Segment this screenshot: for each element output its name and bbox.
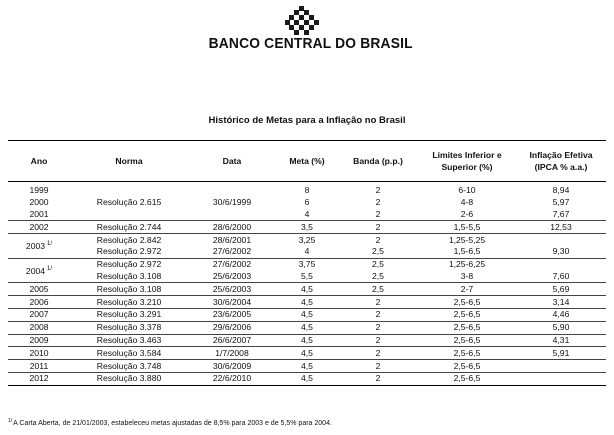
cell-meta: 3,75 [298,259,316,270]
cell-limites: 2,5-6,5 [418,321,516,334]
cell-inflacao: 5,69 [516,283,606,296]
cell-data: 27/6/2002 [212,259,252,270]
table-row [8,308,606,321]
cell-ano: 1999 [29,185,49,196]
inflation-targets-table [8,140,606,386]
cell-inflacao [516,360,606,373]
cell-inflacao: 4,46 [516,308,606,321]
cell-norma: Resolução 2.744 [70,221,188,234]
table-row [8,283,606,296]
cell-limites: 2-7 [418,283,516,296]
cell-data: 22/6/2010 [188,372,276,385]
cell-norma [70,182,188,197]
cell-ano: 2009 [8,334,70,347]
cell-banda: 2,5 [338,271,418,283]
cell-banda: 2 [375,185,381,196]
cell-ano: 2007 [8,308,70,321]
cell-data: 28/6/2001 [212,234,252,245]
cell-limites: 4-8 [460,197,474,208]
cell-ano: 2008 [8,321,70,334]
cell-limites: 1,25-6,25 [448,259,486,270]
cell-inflacao [516,234,606,246]
cell-ano: 2010 [8,347,70,360]
table-row [8,321,606,334]
cell-banda: 2 [338,372,418,385]
cell-meta: 4,5 [276,372,338,385]
table-row [8,258,606,270]
table-row [8,197,606,209]
cell-ano: 2001 [8,209,70,221]
cell-meta: 4,5 [276,283,338,296]
cell-meta: 4,5 [276,296,338,309]
table-row [8,334,606,347]
cell-ano [8,234,70,259]
cell-data: 26/6/2007 [188,334,276,347]
cell-data: 30/6/2009 [188,360,276,373]
cell-inflacao: 3,14 [516,296,606,309]
cell-meta: 8 [304,185,310,196]
cell-limites: 1,5-6,5 [418,246,516,258]
cell-meta: 4 [276,246,338,258]
table-title: Histórico de Metas para a Inflação no Brasil [208,115,406,126]
cell-data: 28/6/2000 [188,221,276,234]
footnote-marker: 1/ [8,418,13,424]
cell-data: 30/6/1999 [212,197,252,208]
cell-banda: 2 [375,197,381,208]
cell-ano: 2002 [8,221,70,234]
cell-ano: 2000 [29,197,49,208]
column-header-inflacao: Inflação Efetiva (IPCA % a.a.) [516,141,606,182]
cell-limites: 2,5-6,5 [418,334,516,347]
cell-meta: 4,5 [276,308,338,321]
table-row [8,271,606,283]
cell-limites: 1,5-5,5 [418,221,516,234]
cell-data: 23/6/2005 [188,308,276,321]
table-row [8,246,606,258]
cell-data [188,209,276,221]
cell-meta: 3,5 [276,221,338,234]
cell-inflacao: 5,97 [552,197,570,208]
cell-limites: 1,25-5,25 [448,234,486,245]
table-row [8,182,606,197]
column-header-banda: Banda (p.p.) [338,141,418,182]
cell-inflacao [516,258,606,270]
cell-meta: 4,5 [276,321,338,334]
footnote [8,418,332,427]
cell-data: 1/7/2008 [188,347,276,360]
table-row [8,360,606,373]
cell-ano: 2005 [8,283,70,296]
cell-limites: 6-10 [458,185,476,196]
footnote-ref: 1/ [47,241,53,248]
cell-norma: Resolução 2.972 [96,259,162,270]
column-header-limites: Limites Inferior e Superior (%) [418,141,516,182]
cell-norma: Resolução 3.210 [70,296,188,309]
table-row [8,209,606,221]
cell-norma [70,209,188,221]
year-label: 2004 [25,266,46,277]
cell-inflacao: 5,90 [516,321,606,334]
cell-meta: 6 [304,197,310,208]
table-row [8,296,606,309]
cell-banda: 2 [338,296,418,309]
table-row [8,372,606,385]
cell-norma: Resolução 3.880 [70,372,188,385]
cell-meta: 4,5 [276,334,338,347]
cell-data [188,182,276,197]
cell-data: 30/6/2004 [188,296,276,309]
cell-meta: 4,5 [276,360,338,373]
cell-banda: 2 [338,321,418,334]
table-header-row [8,141,606,182]
cell-inflacao: 9,30 [516,246,606,258]
cell-banda: 2,5 [338,246,418,258]
cell-ano: 2006 [8,296,70,309]
cell-ano [8,258,70,283]
cell-banda: 2 [338,308,418,321]
column-header-ano: Ano [8,141,70,182]
cell-inflacao: 7,60 [516,271,606,283]
table-row [8,347,606,360]
cell-banda: 2 [375,234,381,245]
footnote-text: A Carta Aberta, de 21/01/2003, estabeleceu metas ajustadas de 8,5% para 2003 e de 5,5% para 2004. [13,420,332,427]
table-row [8,234,606,246]
column-header-data: Data [188,141,276,182]
cell-limites: 3-8 [418,271,516,283]
cell-meta: 4,5 [276,347,338,360]
cell-banda: 2 [338,360,418,373]
cell-norma: Resolução 3.748 [70,360,188,373]
cell-limites: 2,5-6,5 [418,360,516,373]
cell-inflacao [516,372,606,385]
cell-norma: Resolução 3.108 [70,271,188,283]
column-header-meta: Meta (%) [276,141,338,182]
cell-norma: Resolução 2.842 [96,234,162,245]
cell-banda: 2 [338,334,418,347]
cell-limites: 2,5-6,5 [418,347,516,360]
cell-ano: 2011 [8,360,70,373]
cell-norma: Resolução 3.463 [70,334,188,347]
cell-norma: Resolução 2.972 [70,246,188,258]
cell-meta: 5,5 [276,271,338,283]
column-header-norma: Norma [70,141,188,182]
cell-inflacao: 12,53 [516,221,606,234]
cell-limites: 2,5-6,5 [418,308,516,321]
cell-norma: Resolução 3.584 [70,347,188,360]
cell-inflacao: 4,31 [516,334,606,347]
cell-meta: 3,25 [298,234,316,245]
footnote-ref: 1/ [47,266,53,273]
table-row [8,221,606,234]
cell-data: 27/6/2002 [188,246,276,258]
cell-data: 25/6/2003 [188,271,276,283]
cell-banda: 2 [338,209,418,221]
cell-ano: 2012 [8,372,70,385]
cell-banda: 2,5 [338,283,418,296]
cell-inflacao: 7,67 [516,209,606,221]
cell-norma: Resolução 3.291 [70,308,188,321]
cell-norma: Resolução 2.615 [96,197,162,208]
cell-limites: 2-6 [418,209,516,221]
cell-limites: 2,5-6,5 [418,372,516,385]
year-label: 2003 [25,241,46,252]
cell-limites: 2,5-6,5 [418,296,516,309]
cell-banda: 2 [338,221,418,234]
cell-norma: Resolução 3.108 [70,283,188,296]
cell-data: 29/6/2006 [188,321,276,334]
cell-banda: 2 [338,347,418,360]
cell-meta: 4 [276,209,338,221]
cell-norma: Resolução 3.378 [70,321,188,334]
brand-name: BANCO CENTRAL DO BRASIL [208,35,413,52]
cell-data: 25/6/2003 [188,283,276,296]
bcb-logo-icon [285,6,323,36]
cell-inflacao: 5,91 [516,347,606,360]
cell-banda: 2,5 [372,259,384,270]
cell-inflacao: 8,94 [552,185,570,196]
